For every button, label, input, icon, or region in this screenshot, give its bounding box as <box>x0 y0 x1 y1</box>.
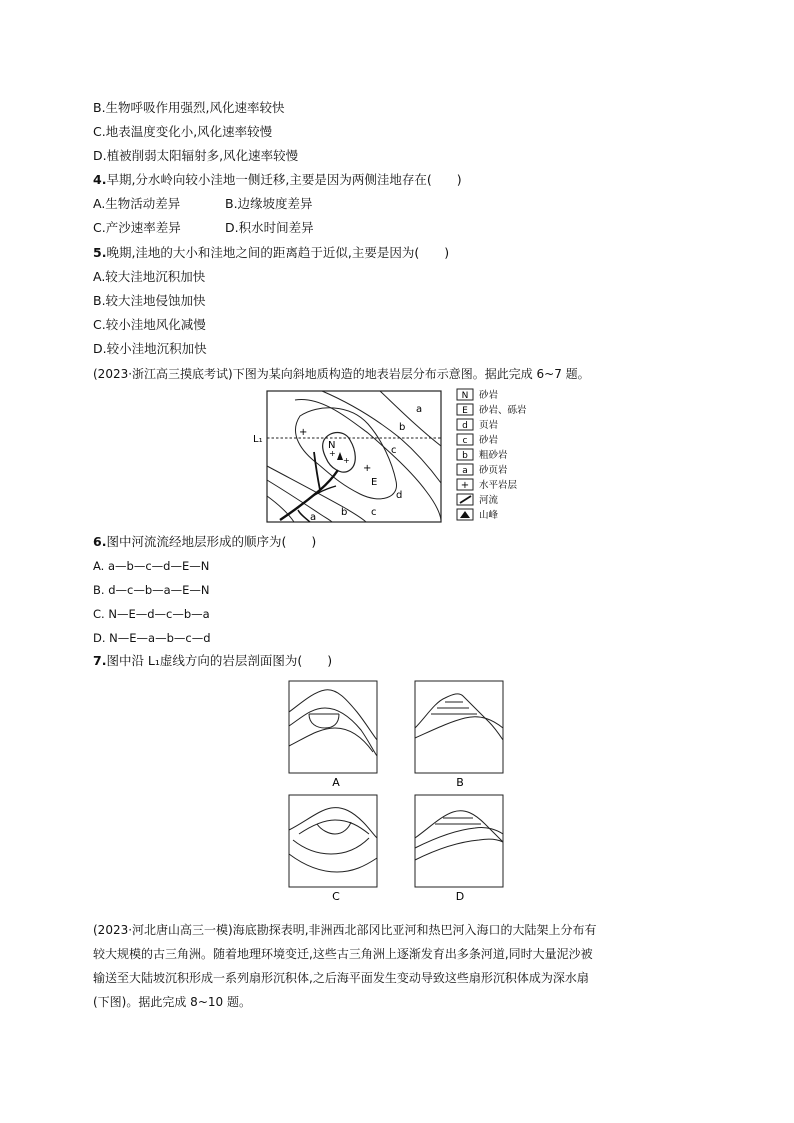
svg-text:页岩: 页岩 <box>479 420 499 431</box>
horizontal-strata-mark: + <box>343 456 350 465</box>
question-number: 4. <box>93 172 107 187</box>
q6-option-a: A. a—b—c—d—E—N <box>93 559 210 573</box>
svg-text:a: a <box>462 466 468 476</box>
zone-label: a <box>416 404 423 415</box>
q4-options-ab <box>93 196 313 212</box>
section-label: B <box>456 776 464 789</box>
question-5 <box>93 245 449 261</box>
svg-text:砂页岩: 砂页岩 <box>479 465 508 476</box>
intro-8-10-line4: (下图)。据此完成 8~10 题。 <box>93 995 251 1009</box>
svg-text:b: b <box>462 451 468 461</box>
q3-option-b: B.生物呼吸作用强烈,风化速率较快 <box>93 100 285 115</box>
question-stem: 晚期,洼地的大小和洼地之间的距离趋于近似,主要是因为( ) <box>106 245 450 260</box>
q3-option-c: C.地表温度变化小,风化速率较慢 <box>93 124 273 139</box>
svg-text:d: d <box>462 421 468 431</box>
river-tributary <box>314 452 320 490</box>
question-stem: 图中沿 L₁虚线方向的岩层剖面图为( ) <box>106 653 333 668</box>
legend-item <box>457 419 499 431</box>
svg-text:河流: 河流 <box>479 495 499 506</box>
syncline-map-figure <box>250 386 550 528</box>
section-label: A <box>332 776 340 789</box>
legend-item <box>457 479 518 491</box>
stratum-boundary <box>295 399 441 520</box>
legend-item <box>457 449 508 461</box>
legend <box>457 389 527 521</box>
zone-label: N <box>328 440 336 451</box>
question-7 <box>93 653 332 669</box>
svg-text:砂岩: 砂岩 <box>479 435 499 446</box>
q6-option-b: B. d—c—b—a—E—N <box>93 583 210 597</box>
stratum-e-boundary <box>295 408 396 499</box>
q6-option-c: C. N—E—d—c—b—a <box>93 607 210 621</box>
section-b <box>415 681 503 789</box>
svg-text:砂岩: 砂岩 <box>479 390 499 401</box>
intro-8-10-line3: 输送至大陆坡沉积形成一系列扇形沉积体,之后海平面发生变动导致这些扇形沉积体成为深水扇 <box>93 971 589 985</box>
peak-icon <box>460 511 470 518</box>
section-d <box>415 795 503 903</box>
svg-text:c: c <box>462 436 468 446</box>
q4-option-a: A.生物活动差异 <box>93 196 181 211</box>
l1-label: L₁ <box>253 434 263 445</box>
legend-item <box>457 404 527 416</box>
q3-option-d: D.植被削弱太阳辐射多,风化速率较慢 <box>93 148 299 163</box>
svg-text:+: + <box>460 480 470 491</box>
question-number: 5. <box>93 245 107 260</box>
river-icon <box>460 496 471 503</box>
q5-option-d: D.较小洼地沉积加快 <box>93 341 207 356</box>
legend-item <box>457 464 508 476</box>
question-6 <box>93 534 316 550</box>
zone-label: d <box>396 490 403 501</box>
legend-item <box>457 389 499 401</box>
intro-8-10-line1: (2023·河北唐山高三一模)海底勘探表明,非洲西北部冈比亚河和热巴河入海口的大陆架上分布有 <box>93 923 597 937</box>
stratum-boundary <box>322 391 441 483</box>
map-frame <box>267 391 441 522</box>
cross-section-figures <box>285 678 515 908</box>
zone-label: E <box>371 477 378 488</box>
legend-item <box>457 434 499 446</box>
zone-label: c <box>391 445 397 456</box>
svg-text:粗砂岩: 粗砂岩 <box>479 450 508 461</box>
horizontal-strata-mark: + <box>329 449 336 458</box>
stratum-boundary <box>267 480 332 522</box>
q4-option-d: D.积水时间差异 <box>225 220 314 235</box>
q4-option-b: B.边缘坡度差异 <box>225 196 313 211</box>
q5-option-c: C.较小洼地风化减慢 <box>93 317 206 332</box>
question-number: 6. <box>93 534 107 549</box>
section-label: C <box>332 890 340 903</box>
svg-text:N: N <box>461 391 469 401</box>
q4-option-c: C.产沙速率差异 <box>93 220 181 235</box>
horizontal-strata-mark: + <box>299 427 308 438</box>
legend-item <box>457 494 499 506</box>
svg-text:砂岩、砾岩: 砂岩、砾岩 <box>479 405 527 416</box>
svg-text:E: E <box>462 406 468 416</box>
question-number: 7. <box>93 653 107 668</box>
question-4 <box>93 172 462 188</box>
section-c <box>289 795 377 903</box>
q5-option-b: B.较大洼地侵蚀加快 <box>93 293 206 308</box>
svg-text:水平岩层: 水平岩层 <box>479 480 518 491</box>
q4-options-cd <box>93 220 314 236</box>
legend-item <box>457 509 499 521</box>
stratum-boundary <box>267 496 294 522</box>
q6-option-d: D. N—E—a—b—c—d <box>93 631 211 645</box>
question-stem: 图中河流流经地层形成的顺序为( ) <box>106 534 317 549</box>
zone-label: b <box>399 422 406 433</box>
question-stem: 早期,分水岭向较小洼地一侧迁移,主要是因为两侧洼地存在( ) <box>106 172 462 187</box>
q5-option-a: A.较大洼地沉积加快 <box>93 269 206 284</box>
horizontal-strata-mark: + <box>363 463 372 474</box>
section-label: D <box>455 890 465 903</box>
svg-text:山峰: 山峰 <box>479 510 499 521</box>
intro-8-10-line2: 较大规模的古三角洲。随着地理环境变迁,这些古三角洲上逐渐发育出多条河道,同时大量泥沙被 <box>93 947 593 961</box>
zone-label: a <box>310 512 317 523</box>
section-a <box>289 681 377 789</box>
zone-label: c <box>371 507 377 518</box>
river-tributary <box>298 510 310 522</box>
intro-6-7: (2023·浙江高三摸底考试)下图为某向斜地质构造的地表岩层分布示意图。据此完成 6~7 题。 <box>93 367 590 381</box>
zone-label: b <box>341 507 348 518</box>
